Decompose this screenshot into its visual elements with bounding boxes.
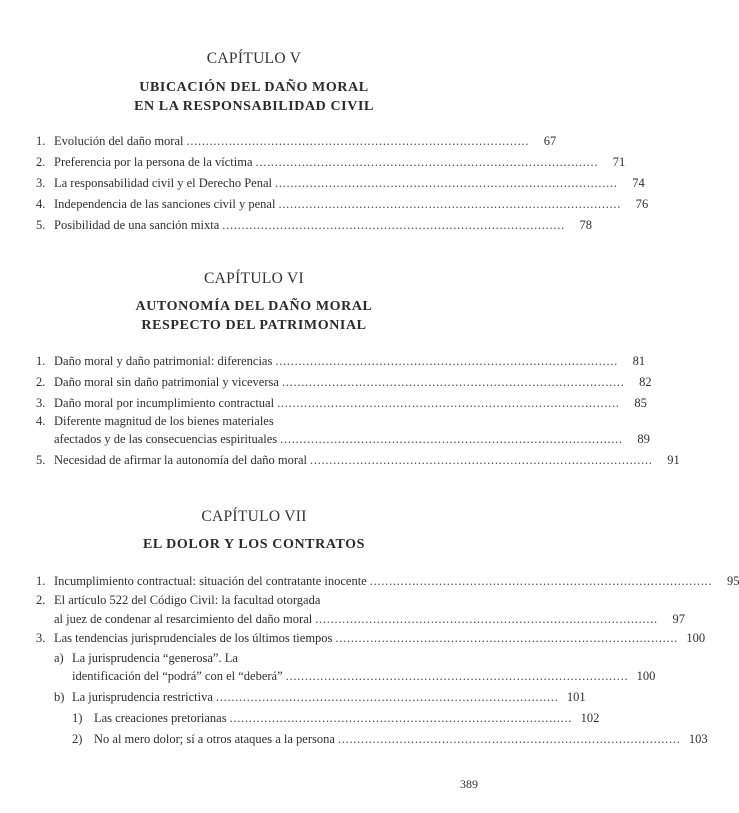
entry-letter: a)	[54, 651, 64, 665]
chapter-6-title-line-1: AUTONOMÍA DEL DAÑO MORAL	[135, 299, 373, 314]
toc-entry[interactable]	[36, 394, 647, 413]
toc-entry-first-line	[36, 591, 320, 610]
entry-page: 97	[672, 612, 685, 626]
entry-title: Daño moral y daño patrimonial: diferencias	[54, 354, 273, 368]
dot-leader	[275, 174, 616, 193]
chapter-5-title-line-1: UBICACIÓN DEL DAÑO MORAL	[139, 80, 369, 95]
entry-number: 3.	[36, 631, 46, 645]
entry-number: 2.	[36, 593, 46, 607]
entry-title-line-1: La jurisprudencia “generosa”. La	[72, 651, 238, 665]
entry-title: La responsabilidad civil y el Derecho Penal	[54, 176, 272, 190]
dot-leader	[230, 709, 571, 728]
entry-subnumber: 1)	[72, 711, 83, 725]
toc-entry[interactable]	[36, 629, 706, 648]
entry-page: 101	[566, 690, 586, 704]
dot-leader	[256, 153, 597, 172]
dot-leader	[370, 572, 711, 591]
toc-entry[interactable]	[36, 174, 645, 193]
toc-entry[interactable]	[72, 730, 708, 749]
entry-number: 5.	[36, 218, 46, 232]
dot-leader	[335, 629, 676, 648]
toc-entry[interactable]	[72, 667, 656, 686]
toc-entry[interactable]	[36, 352, 646, 371]
chapter-6-label: CAPÍTULO VI	[204, 270, 304, 287]
page-number: 389	[460, 777, 478, 791]
dot-leader	[278, 195, 619, 214]
entry-letter: b)	[54, 690, 65, 704]
entry-title-line-1: El artículo 522 del Código Civil: la facultad otorgada	[54, 593, 321, 607]
entry-title: Incumplimiento contractual: situación del contratante inocente	[54, 574, 367, 588]
entry-number: 4.	[36, 197, 46, 211]
entry-number: 5.	[36, 453, 46, 467]
entry-title: Las creaciones pretorianas	[94, 711, 227, 725]
toc-entry-first-line	[36, 412, 274, 431]
dot-leader	[315, 610, 656, 629]
dot-leader	[338, 730, 679, 749]
dot-leader	[275, 352, 616, 371]
entry-page: 95	[726, 574, 739, 588]
chapter-5-label: CAPÍTULO V	[206, 50, 302, 67]
toc-entry[interactable]	[36, 373, 652, 392]
dot-leader	[282, 373, 623, 392]
entry-page: 100	[636, 669, 656, 683]
entry-title: Daño moral por incumplimiento contractual	[54, 396, 275, 410]
entry-number: 1.	[36, 354, 46, 368]
chapter-7-label: CAPÍTULO VII	[201, 508, 307, 525]
toc-entry[interactable]	[36, 195, 649, 214]
entry-number: 1.	[36, 574, 46, 588]
entry-title: Evolución del daño moral	[54, 134, 184, 148]
chapter-7-title-line-1: EL DOLOR Y LOS CONTRATOS	[142, 537, 366, 552]
entry-title: identificación del “podrá” con el “deberá”	[72, 669, 283, 683]
entry-subnumber: 2)	[72, 732, 83, 746]
entry-page: 82	[639, 375, 652, 389]
entry-number: 4.	[36, 414, 46, 428]
toc-entry[interactable]	[54, 688, 586, 707]
toc-entry[interactable]	[36, 132, 557, 151]
toc-entry[interactable]	[36, 572, 739, 591]
toc-entry[interactable]	[72, 709, 600, 728]
entry-number: 1.	[36, 134, 46, 148]
entry-page: 81	[632, 354, 646, 368]
toc-entry[interactable]	[54, 610, 685, 629]
dot-leader	[280, 430, 621, 449]
entry-number: 3.	[36, 396, 46, 410]
toc-entry[interactable]	[36, 216, 592, 235]
toc-entry[interactable]	[36, 153, 626, 172]
entry-page: 78	[579, 218, 592, 232]
entry-title: Daño moral sin daño patrimonial y viceversa	[54, 375, 279, 389]
toc-entry[interactable]	[54, 430, 650, 449]
entry-page: 100	[686, 631, 706, 645]
entry-number: 2.	[36, 155, 46, 169]
entry-title: al juez de condenar al resarcimiento del daño moral	[54, 612, 313, 626]
entry-title: afectados y de las consecuencias espirituales	[54, 432, 278, 446]
dot-leader	[277, 394, 618, 413]
entry-title: Necesidad de afirmar la autonomía del daño moral	[54, 453, 308, 467]
entry-title-line-1: Diferente magnitud de los bienes materiales	[54, 414, 274, 428]
entry-title: Independencia de las sanciones civil y penal	[54, 197, 276, 211]
dot-leader	[286, 667, 627, 686]
dot-leader	[222, 216, 563, 235]
entry-page: 89	[637, 432, 650, 446]
entry-title: Posibilidad de una sanción mixta	[54, 218, 220, 232]
entry-title: No al mero dolor; sí a otros ataques a la persona	[94, 732, 335, 746]
chapter-6-title-line-2: RESPECTO DEL PATRIMONIAL	[141, 318, 367, 333]
entry-title: Preferencia por la persona de la víctima	[54, 155, 253, 169]
entry-number: 3.	[36, 176, 46, 190]
toc-entry[interactable]	[36, 451, 680, 470]
entry-title: La jurisprudencia restrictiva	[72, 690, 213, 704]
entry-page: 74	[632, 176, 645, 190]
entry-page: 102	[580, 711, 600, 725]
entry-page: 103	[688, 732, 708, 746]
dot-leader	[216, 688, 557, 707]
toc-entry-first-line	[54, 649, 238, 668]
dot-leader	[310, 451, 651, 470]
dot-leader	[186, 132, 527, 151]
entry-page: 67	[543, 134, 557, 148]
entry-page: 76	[635, 197, 649, 211]
entry-title: Las tendencias jurisprudenciales de los últimos tiempos	[54, 631, 333, 645]
entry-page: 91	[667, 453, 680, 467]
chapter-5-title-line-2: EN LA RESPONSABILIDAD CIVIL	[134, 99, 374, 114]
entry-page: 85	[634, 396, 647, 410]
entry-page: 71	[612, 155, 626, 169]
entry-number: 2.	[36, 375, 46, 389]
